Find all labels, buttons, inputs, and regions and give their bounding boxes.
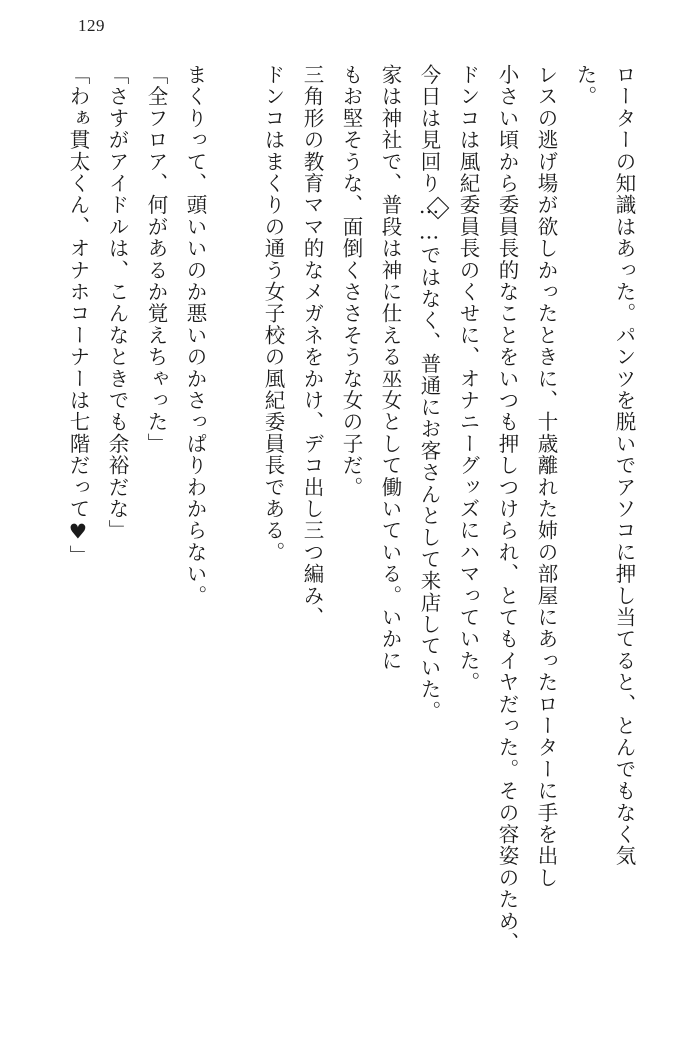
text-line: た。 — [573, 64, 597, 108]
text-line: 今日は見回り……ではなく、普通にお客さんとして来店していた。 — [417, 64, 441, 722]
text-line: 「全フロア、何があるか覚えちゃった」 — [144, 64, 168, 455]
text-line: ドンコはまくりの通う女子校の風紀委員長である。 — [261, 64, 285, 564]
page-body-text — [43, 64, 643, 1014]
text-line: 三角形の教育ママ的なメガネをかけ、デコ出し三つ編み、 — [300, 64, 324, 629]
text-line-spacer — [214, 64, 253, 1014]
text-line: 家は神社で、普段は神に仕える巫女として働いている。いかに — [378, 64, 402, 672]
text-line: 小さい頃から委員長的なことをいつも押しつけられ、とてもイヤだった。その容姿のため、 — [495, 64, 519, 954]
text-line: もお堅そうな、面倒くささそうな女の子だ。 — [339, 64, 363, 498]
text-line: まくりって、頭いいのか悪いのかさっぱりわからない。 — [183, 64, 207, 607]
text-line: ドンコは風紀委員長のくせに、オナニーグッズにハマっていた。 — [456, 64, 480, 694]
page-number: 129 — [78, 16, 105, 35]
text-line: レスの逃げ場が欲しかったときに、十歳離れた姉の部屋にあったローターに手を出し — [534, 64, 558, 889]
text-line: ローターの知識はあった。パンツを脱いでアソコに押し当てると、とんでもなく気 — [612, 64, 636, 867]
text-line: 「わぁ貫太くん、オナホコーナーは七階だって♥」 — [66, 64, 90, 567]
text-line: 「さすがアイドルは、こんなときでも余裕だな」 — [105, 64, 129, 542]
